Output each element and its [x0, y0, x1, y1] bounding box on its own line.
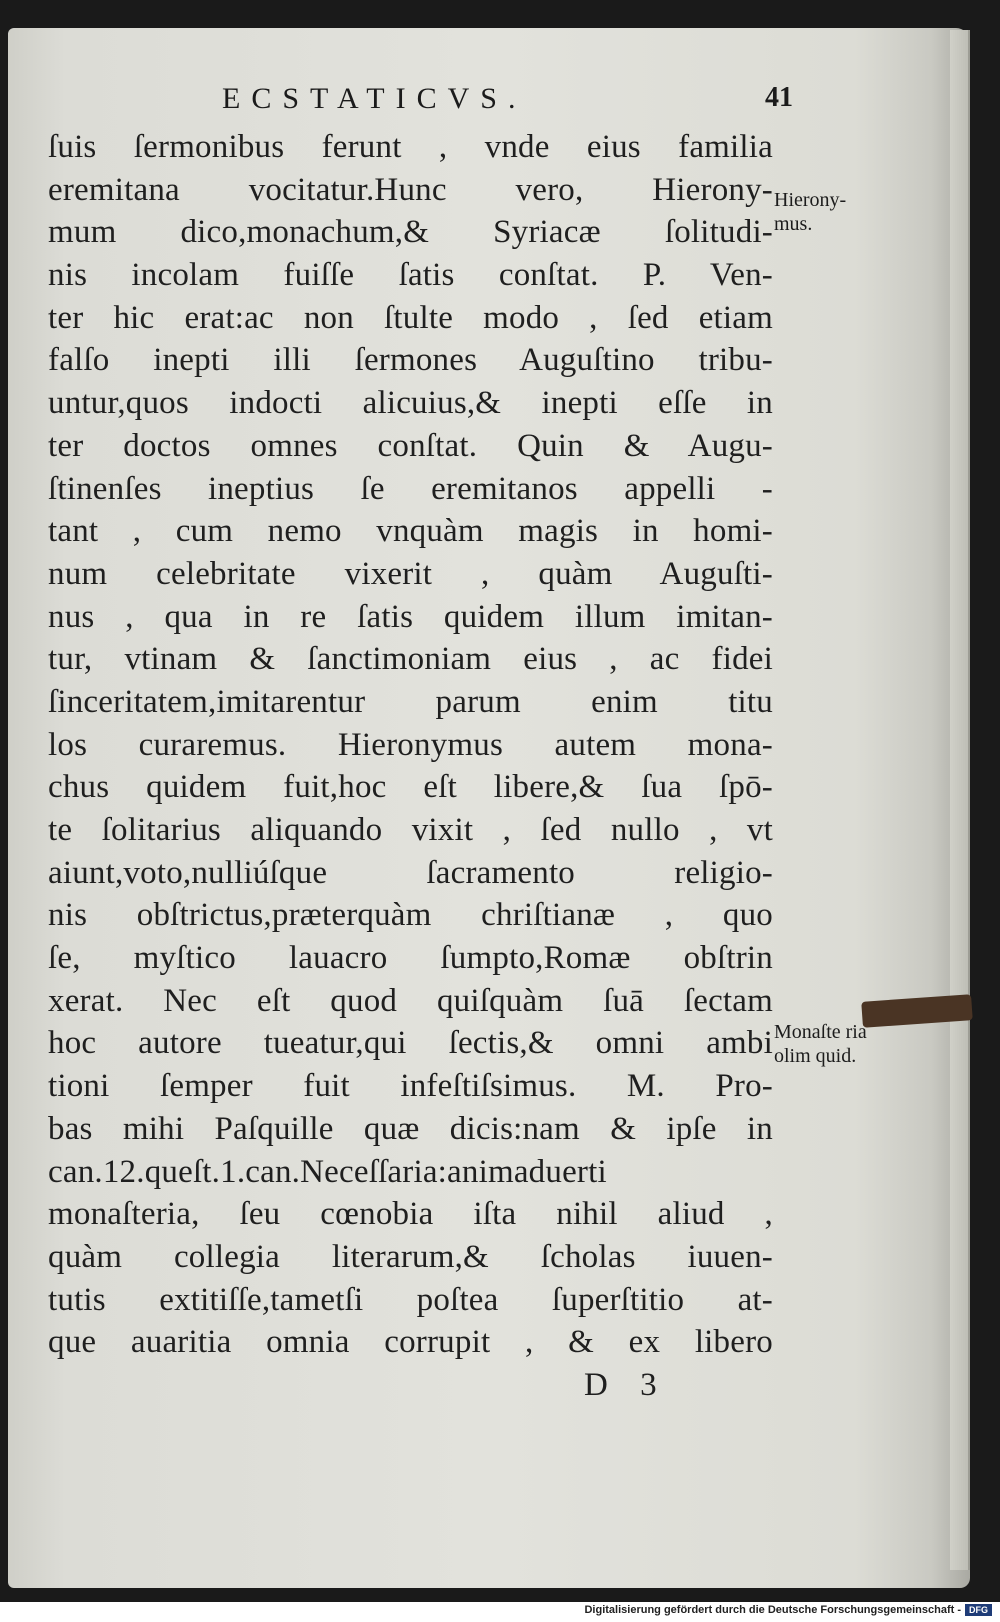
text-line: tant , cum nemo vnquàm magis in homi- [48, 513, 773, 550]
text-line: monaſteria, ſeu cœnobia iſta nihil aliud , [48, 1196, 773, 1233]
signature-mark: D 3 [584, 1367, 669, 1403]
page-number: 41 [765, 82, 793, 113]
text-line: eremitana vocitatur.Hunc vero, Hierony- [48, 171, 773, 208]
text-line: num celebritate vixerit , quàm Auguſti- [48, 555, 773, 592]
text-line: chus quidem fuit,hoc eſt libere,& ſua ſpō- [48, 769, 773, 806]
text-line: los curaremus. Hieronymus autem mona- [48, 726, 773, 763]
digitization-credit [584, 1604, 992, 1616]
text-line: ter hic erat:ac non ſtulte modo , ſed etiam [48, 299, 773, 336]
text-line: nus , qua in re ſatis quidem illum imitan- [48, 598, 773, 635]
text-line: que auaritia omnia corrupit , & ex libero [48, 1324, 773, 1361]
text-line: can.12.queſt.1.can.Neceſſaria:animaduerti [48, 1153, 607, 1190]
margin-note-hieronymus: Hierony- mus. [774, 189, 847, 235]
dfg-logo: DFG [965, 1604, 992, 1616]
body-text [48, 126, 773, 1364]
page-header [0, 82, 1000, 122]
text-line: ſe, myſtico lauacro ſumpto,Romæ obſtrin [48, 940, 773, 977]
margin-note-monasteria: Monaſte ria olim quid. [774, 1021, 867, 1067]
text-line: ſuis ſermonibus ferunt , vnde eius familia [48, 129, 773, 165]
text-line: tutis extitiſſe,tametſi poſtea ſuperſtitio at- [48, 1281, 773, 1318]
text-line: bas mihi Paſquille quæ dicis:nam & ipſe in [48, 1110, 773, 1147]
text-line: xerat. Nec eſt quod quiſquàm ſuā ſectam [48, 982, 773, 1019]
text-line: ſtinenſes ineptius ſe eremitanos appelli - [48, 470, 773, 507]
text-line: hoc autore tueatur,qui ſectis,& omni ambi [48, 1025, 773, 1062]
text-line: ter doctos omnes conſtat. Quin & Augu- [48, 427, 773, 464]
credit-text: Digitalisierung gefördert durch die Deutsche Forschungsgemeinschaft - [584, 1604, 961, 1616]
text-line: aiunt,voto,nulliúſque ſacramento religio- [48, 854, 773, 891]
text-line: untur,quos indocti alicuius,& inepti eſſe in [48, 385, 773, 422]
text-line: falſo inepti illi ſermones Auguſtino tribu- [48, 342, 773, 379]
running-title: ECSTATICVS. [222, 82, 527, 115]
text-line: quàm collegia literarum,& ſcholas iuuen- [48, 1238, 773, 1275]
text-line: tur, vtinam & ſanctimoniam eius , ac fidei [48, 641, 773, 678]
text-line: te ſolitarius aliquando vixit , ſed nullo , vt [48, 812, 773, 848]
text-line: nis incolam fuiſſe ſatis conſtat. P. Ven- [48, 257, 773, 294]
page-edge [950, 30, 970, 1570]
text-line: nis obſtrictus,præterquàm chriſtianæ , quo [48, 897, 773, 934]
text-line: tioni ſemper fuit infeſtiſsimus. M. Pro- [48, 1068, 773, 1105]
text-line: mum dico,monachum,& Syriacæ ſolitudi- [48, 214, 773, 251]
text-line: ſinceritatem,imitarentur parum enim titu [48, 683, 773, 720]
